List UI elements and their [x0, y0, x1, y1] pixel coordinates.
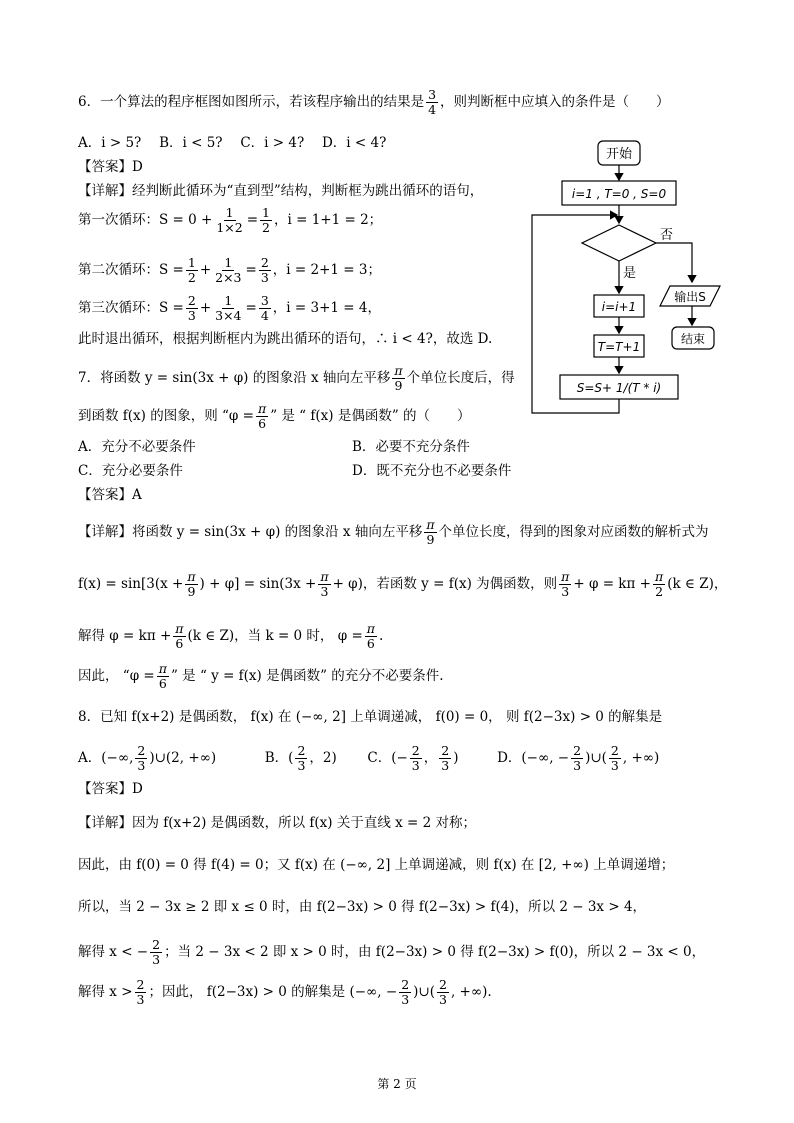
flow-step3-text: S=S+ 1/(T * i) — [576, 381, 662, 395]
q7-answer: 【答案】A — [78, 487, 142, 503]
q8-option-d: D．(−∞, − $\frac{2}{3}$ )∪( $\frac{2}{3}$ , +∞) — [497, 743, 660, 773]
q6-loop2: 第二次循环：S = $\frac{1}{2}$ + $\frac{1}{2\times 3}$ = $\frac{2}{3}$ ，i = 2+1 = 3； — [78, 255, 381, 285]
flow-step2-text: T=T+1 — [597, 340, 641, 354]
q8-option-b: B．( $\frac{2}{3}$ ，2) — [264, 743, 337, 773]
q6-options: A．i > 5? B．i < 5? C．i > 4? D．i < 4? — [78, 135, 387, 151]
q8-detail-2: 因此，由 f(0) = 0 得 f(4) = 0；又 f(x) 在 (−∞, 2] 上单调递减，则 f(x) 在 [2, +∞) 上单调递增； — [78, 857, 675, 873]
page-number: 第 2 页 — [377, 1077, 417, 1091]
q6-stem: 6．一个算法的程序框图如图所示，若该程序输出的结果是 $\frac{3}{4}$ ，则判断框中应填入的条件是（ ） — [78, 87, 670, 117]
q7-detail-line4: 因此， “φ = $\frac{\pi}{6}$ ” 是 “ y = f(x) 是偶函数” 的充分不必要条件. — [78, 661, 444, 691]
q7-option-a: A．充分不必要条件 — [78, 439, 196, 455]
q8-stem: 8．已知 f(x+2) 是偶函数， f(x) 在 (−∞, 2] 上单调递减， f(0) = 0， 则 f(2−3x) > 0 的解集是 — [78, 709, 663, 725]
q8-option-c: C．(− $\frac{2}{3}$ ， $\frac{2}{3}$ ) — [367, 743, 459, 773]
flow-end-text: 结束 — [680, 332, 706, 346]
q6-conclusion: 此时退出循环，根据判断框内为跳出循环的语句，∴ i < 4?，故选 D. — [78, 331, 493, 347]
q8-detail-5: 解得 x > $\frac{2}{3}$ ；因此， f(2−3x) > 0 的解集是 (−∞, − $\frac{2}{3}$ )∪( $\frac{2}{3}$ , +∞). — [78, 977, 492, 1007]
q8-detail-1: 【详解】因为 f(x+2) 是偶函数，所以 f(x) 关于直线 x = 2 对称； — [78, 815, 477, 831]
q6-detail: 【详解】经判断此循环为“直到型”结构，判断框为跳出循环的语句， — [78, 183, 484, 199]
q8-detail-3: 所以，当 2 − 3x ≥ 2 即 x ≤ 0 时，由 f(2−3x) > 0 得 f(2−3x) > f(4)，所以 2 − 3x > 4， — [78, 899, 647, 915]
q6-answer: 【答案】D — [78, 159, 143, 175]
flow-start-text: 开始 — [605, 147, 633, 162]
q7-stem-line2: 到函数 f(x) 的图象，则 “φ = $\frac{\pi}{6}$ ” 是 “ f(x) 是偶函数” 的（ ） — [78, 401, 471, 431]
flowchart — [520, 135, 750, 420]
flow-init-text: i=1 , T=0 , S=0 — [571, 187, 667, 201]
q7-detail-line1: 【详解】将函数 y = sin(3x + φ) 的图象沿 x 轴向左平移 $\frac{\pi}{9}$ 个单位长度，得到的图象对应函数的解析式为 — [78, 517, 709, 547]
flow-no-label: 否 — [660, 228, 674, 243]
flow-output-text: 输出S — [674, 290, 706, 304]
q6-fraction: $\frac{3}{4}$ — [428, 87, 437, 117]
q7-stem-line1: 7．将函数 y = sin(3x + φ) 的图象沿 x 轴向左平移 $\frac{\pi}{9}$ 个单位长度后，得 — [78, 363, 515, 393]
q8-detail-4: 解得 x < − $\frac{2}{3}$ ；当 2 − 3x < 2 即 x > 0 时，由 f(2−3x) > 0 得 f(2−3x) > f(0)，所以 2 − 3x < 0， — [78, 937, 706, 967]
q7-option-b: B．必要不充分条件 — [352, 439, 470, 455]
q6-loop1: 第一次循环：S = 0 + $\frac{1}{1\times 2}$ = $\frac{1}{2}$ ，i = 1+1 = 2； — [78, 205, 383, 235]
q7-detail-line3: 解得 φ = kπ + $\frac{\pi}{6}$ (k ∈ Z)，当 k = 0 时， φ = $\frac{\pi}{6}$ . — [78, 621, 384, 651]
q8-answer: 【答案】D — [78, 781, 143, 797]
flow-yes-label: 是 — [623, 266, 637, 281]
q7-option-c: C．充分必要条件 — [78, 463, 183, 479]
flow-step1-text: i=i+1 — [601, 300, 637, 314]
q8-option-a: A．(−∞, $\frac{2}{3}$ )∪(2, +∞) — [78, 743, 217, 773]
q8-options — [78, 744, 659, 773]
q7-option-d: D．既不充分也不必要条件 — [352, 463, 512, 479]
flow-decision — [582, 225, 656, 261]
q7-detail-line2: f(x) = sin[3(x + $\frac{\pi}{9}$ ) + φ] = sin(3x + $\frac{\pi}{3}$ + φ)，若函数 y = f(x) 为偶函数，则 $\frac{\pi}{3}$ + φ = kπ + $\frac{\pi}{2}$ (k ∈ Z)， — [78, 569, 728, 599]
q6-loop3: 第三次循环：S = $\frac{2}{3}$ + $\frac{1}{3\times 4}$ = $\frac{3}{4}$ ，i = 3+1 = 4， — [78, 293, 381, 323]
